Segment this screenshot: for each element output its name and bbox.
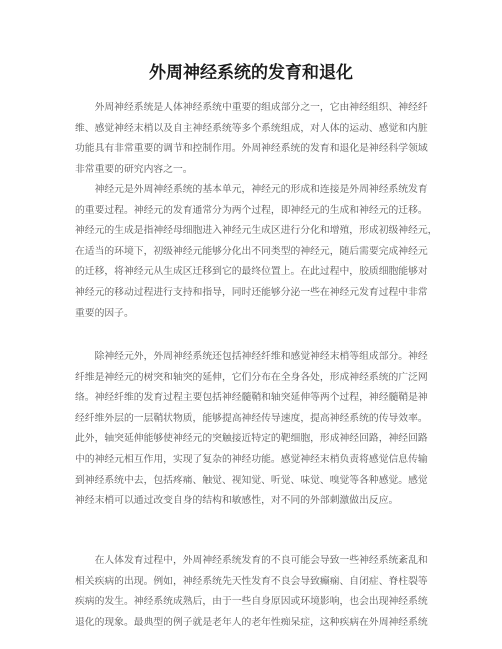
paragraph-degeneration xyxy=(75,551,427,633)
paragraph-nerve-fibers xyxy=(75,347,427,512)
text-line: 神经元的生成是指神经母细胞进入神经元生成区进行分化和增殖，形成初级神经元， xyxy=(75,225,438,237)
text-line: 的重要过程。神经元的发育通常分为两个过程，即神经元的生成和神经元的迁移。 xyxy=(75,204,428,216)
text-line: 此外，轴突延伸能够使神经元的突触接近特定的靶细胞，形成神经回路，神经回路 xyxy=(75,433,428,445)
text-line: 神经元的移动过程进行支持和指导，同时还能够分泌一些在神经元发育过程中非常 xyxy=(75,286,428,298)
text-line: 神经元是外周神经系统的基本单元，神经元的形成和连接是外周神经系统发育 xyxy=(75,184,428,195)
text-line: 相关疾病的出现。例如，神经系统先天性发育不良会导致癫痫、自闭症、脊柱裂等 xyxy=(75,575,428,587)
text-line: 中的神经元相互作用，实现了复杂的神经功能。感觉神经末梢负责将感觉信息传输 xyxy=(75,453,428,465)
text-line: 非常重要的研究内容之一。 xyxy=(75,163,193,175)
text-line: 到神经系统中去，包括疼痛、触觉、视知觉、听觉、味觉、嗅觉等各种感觉。感觉 xyxy=(75,474,428,486)
paragraph-intro xyxy=(75,98,427,180)
text-line: 的迁移，将神经元从生成区迁移到它的最终位置上。在此过程中，胶质细胞能够对 xyxy=(75,266,428,278)
text-line: 络。神经纤维的发育过程主要包括神经髓鞘和轴突延伸等两个过程，神经髓鞘是神 xyxy=(75,392,428,404)
text-line: 在适当的环境下，初级神经元能够分化出不同类型的神经元，随后需要完成神经元 xyxy=(75,245,428,257)
document-title: 外周神经系统的发育和退化 xyxy=(149,63,353,83)
text-line: 重要的因子。 xyxy=(75,307,134,319)
paragraph-neuron-development xyxy=(75,180,438,324)
text-line: 经纤维外层的一层鞘状物质，能够提高神经传导速度，提高神经系统的传导效率。 xyxy=(75,412,428,424)
text-line: 除神经元外，外周神经系统还包括神经纤维和感觉神经末梢等组成部分。神经 xyxy=(75,351,428,362)
text-line: 纤维是神经元的树突和轴突的延伸，它们分布在全身各处，形成神经系统的广泛网 xyxy=(75,371,428,383)
text-line: 退化的现象。最典型的例子就是老年人的老年性痴呆症，这种疾病在外周神经系统 xyxy=(75,616,428,628)
text-line: 疾病的发生。神经系统成熟后，由于一些自身原因或环境影响，也会出现神经系统 xyxy=(75,596,428,608)
text-line: 外周神经系统是人体神经系统中重要的组成部分之一，它由神经组织、神经纤 xyxy=(75,102,428,113)
text-line: 在人体发育过程中，外周神经系统发育的不良可能会导致一些神经系统紊乱和 xyxy=(75,555,428,566)
text-line: 维、感觉神经末梢以及自主神经系统等多个系统组成，对人体的运动、感觉和内脏 xyxy=(75,122,428,134)
text-line: 神经末梢可以通过改变自身的结构和敏感性，对不同的外部刺激做出反应。 xyxy=(75,495,399,507)
text-line: 功能具有非常重要的调节和控制作用。外周神经系统的发育和退化是神经科学领域 xyxy=(75,143,428,155)
